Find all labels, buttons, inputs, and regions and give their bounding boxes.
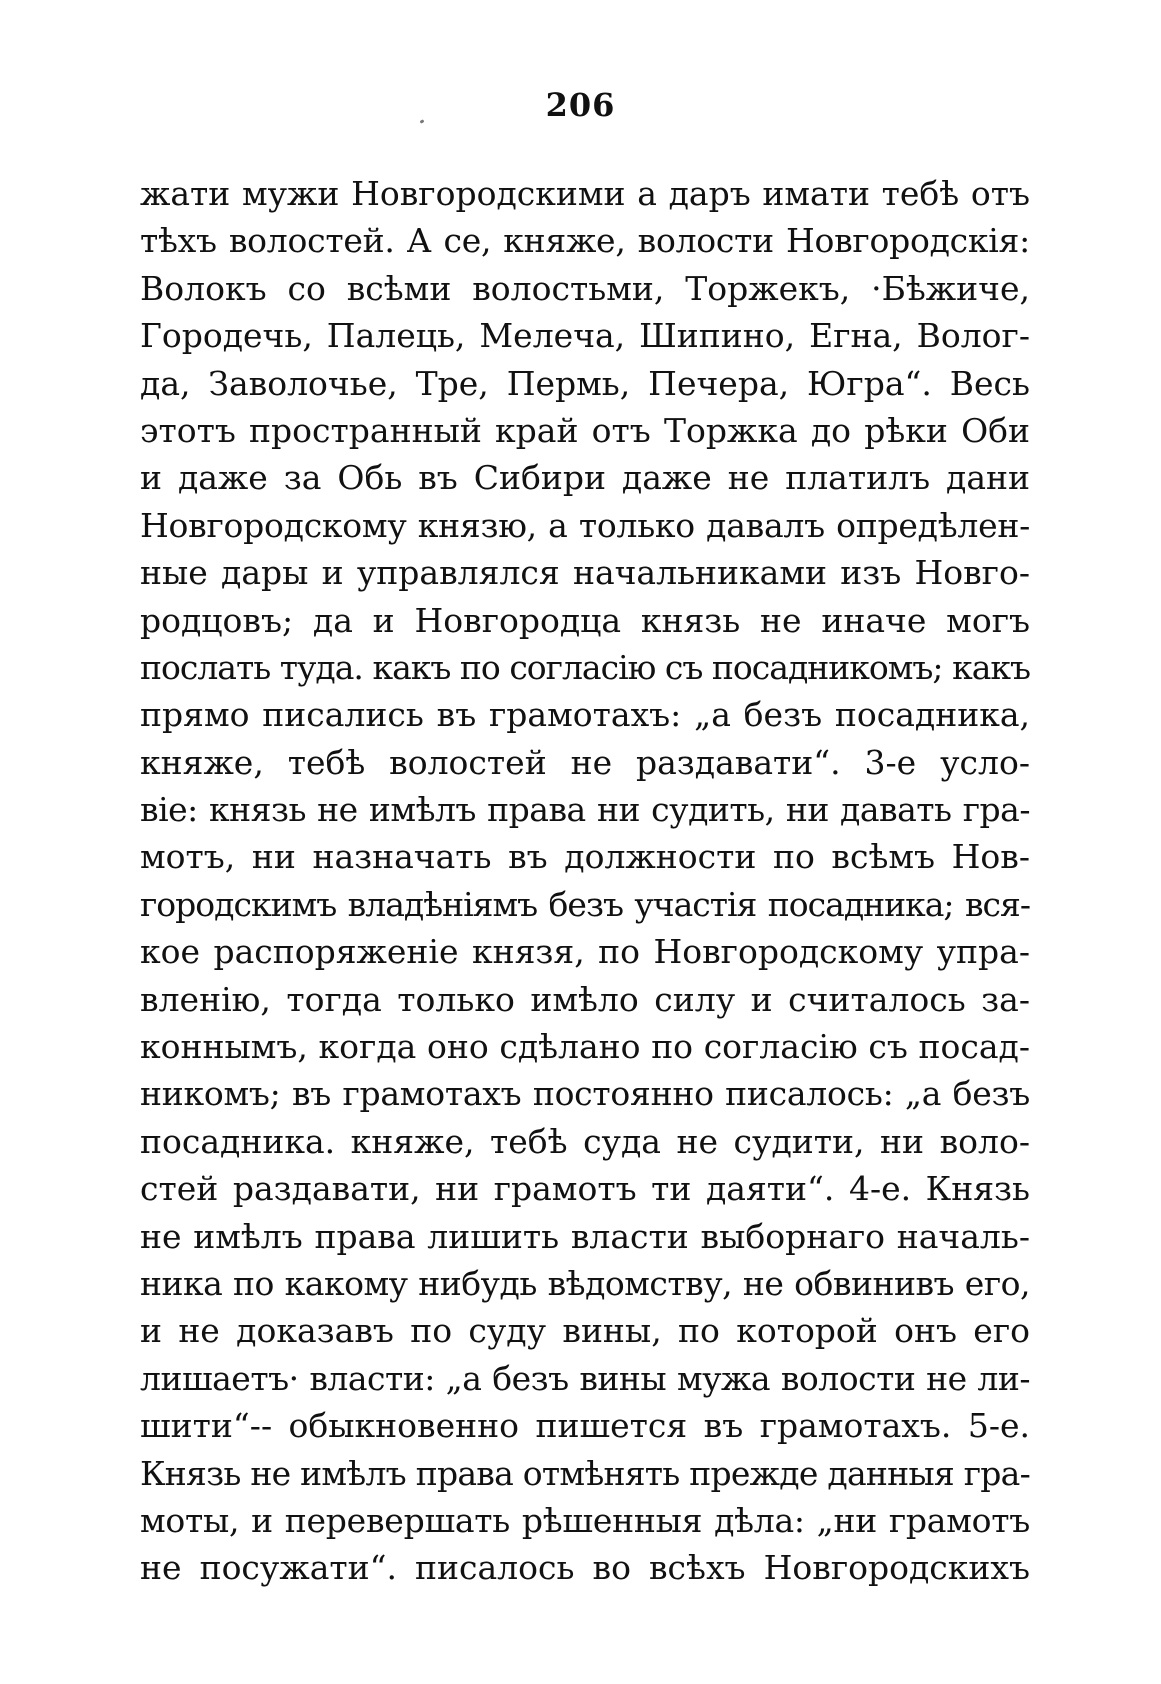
text-line: шити“-- обыкновенно пишется въ грамотахъ. 5-е. — [140, 1406, 1030, 1446]
body-text — [140, 170, 1030, 1592]
text-line: и не доказавъ по суду вины, по которой онъ его — [140, 1311, 1030, 1351]
text-line: тѣхъ волостей. А се, княже, волости Новгородскія: — [140, 221, 1030, 261]
text-line: вленію, тогда только имѣло силу и считалось за- — [140, 979, 1030, 1019]
text-line: мотъ, ни назначать въ должности по всѣмъ Нов- — [140, 837, 1030, 877]
text-line: лишаетъ· власти: „а безъ вины мужа волости не ли- — [140, 1358, 1030, 1398]
text-line: этотъ пространный край отъ Торжка до рѣки Оби — [140, 410, 1030, 450]
text-line: да, Заволочье, Тре, Пермь, Печера, Югра“. Весь — [140, 363, 1030, 403]
text-line: прямо писались въ грамотахъ: „а безъ посадника, — [140, 695, 1030, 735]
text-line: кое распоряженіе князя, по Новгородскому упра- — [140, 932, 1030, 972]
text-line: городскимъ владѣніямъ безъ участія посадника; вся- — [140, 884, 1030, 924]
text-line: родцовъ; да и Новгородца князь не иначе могъ — [140, 600, 1030, 640]
text-line: Волокъ со всѣми волостьми, Торжекъ, ·Бѣжиче, — [140, 268, 1030, 308]
text-line: не имѣлъ права лишить власти выборнаго началь- — [140, 1216, 1030, 1256]
text-line: Городечь, Палець, Мелеча, Шипино, Егна, Волог- — [140, 316, 1030, 356]
text-line: жати мужи Новгородскими а даръ имати тебѣ отъ — [140, 174, 1030, 213]
text-line: послать туда. какъ по согласію съ посадникомъ; какъ — [140, 647, 1030, 687]
text-line: стей раздавати, ни грамотъ ти даяти“. 4-е. Князь — [140, 1169, 1030, 1209]
text-line: моты, и перевершать рѣшенныя дѣла: „ни грамотъ — [140, 1500, 1030, 1540]
text-line: посадника. княже, тебѣ суда не судити, ни воло- — [140, 1121, 1030, 1161]
text-line: и даже за Обь въ Сибири даже не платилъ дани — [140, 458, 1030, 498]
page-number: 206 — [545, 86, 616, 124]
text-line: ные дары и управлялся начальниками изъ Новго- — [140, 553, 1030, 593]
text-line: никомъ; въ грамотахъ постоянно писалось: „а безъ — [140, 1074, 1030, 1114]
text-line: Князь не имѣлъ права отмѣнять прежде данныя гра- — [140, 1453, 1030, 1493]
text-line: не посужати“. писалось во всѣхъ Новгородскихъ — [140, 1548, 1030, 1588]
text-line: коннымъ, когда оно сдѣлано по согласію съ посад- — [140, 1027, 1030, 1067]
text-line: віе: князь не имѣлъ права ни судить, ни давать гра- — [140, 790, 1030, 830]
text-line: ника по какому нибудь вѣдомству, не обвинивъ его, — [140, 1263, 1030, 1303]
text-line: Новгородскому князю, а только давалъ опредѣлен- — [140, 505, 1030, 545]
text-line: княже, тебѣ волостей не раздавати“. 3-е усло- — [140, 742, 1030, 782]
